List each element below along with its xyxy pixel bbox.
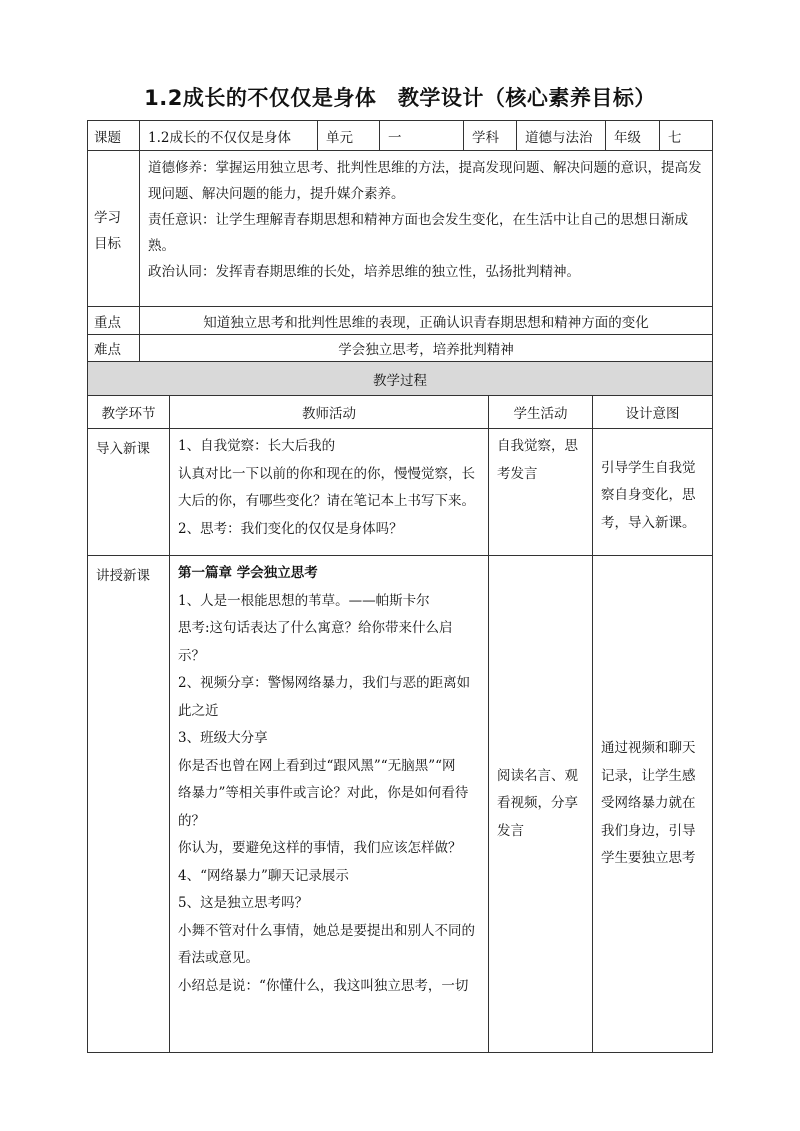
- teacher-line: 思考:这句话表达了什么寓意？给你带来什么启: [178, 620, 453, 636]
- difficulty-label: 难点: [88, 335, 140, 362]
- teacher-line: 1、人是一根能思想的苇草。——帕斯卡尔: [178, 592, 430, 609]
- unit-label: 单元: [318, 121, 380, 151]
- student-line: 考发言: [497, 465, 538, 482]
- page-title: 1.2成长的不仅仅是身体 教学设计（核心素养目标）: [144, 86, 656, 110]
- process-heading: 教学过程: [88, 362, 713, 396]
- subject-label: 学科: [464, 121, 517, 151]
- objectives-label-line2: 目标: [94, 235, 121, 252]
- topic-label: 课题: [88, 121, 140, 151]
- stage-cell: 导入新课: [88, 429, 170, 556]
- teacher-section-heading: 第一篇章 学会独立思考: [178, 565, 318, 581]
- intent-cell: [593, 556, 713, 1053]
- objective-item: 道德修养：掌握运用独立思考、批判性思维的方法，提高发现问题、解决问题的意识，提高发现问题、解决问题的能力，提升媒介素养。: [148, 160, 702, 202]
- intent-line: 学生要独立思考: [601, 850, 696, 867]
- teacher-line: 2、思考：我们变化的仅仅是身体吗？: [178, 520, 403, 537]
- teacher-line: 示？: [178, 647, 205, 664]
- intent-line: 受网络暴力就在: [601, 795, 696, 812]
- grade-label: 年级: [606, 121, 660, 151]
- table-row: [88, 429, 713, 556]
- teacher-line: 认真对比一下以前的你和现在的你，慢慢觉察，长: [178, 465, 475, 482]
- teacher-line: 看法或意见。: [178, 950, 259, 966]
- teacher-line: 此之近: [178, 702, 219, 719]
- teacher-line: 你是否也曾在网上看到过“跟风黑”“无脑黑”“网: [178, 757, 456, 774]
- student-line: 发言: [497, 822, 524, 839]
- teacher-line: 4、“网络暴力”聊天记录展示: [178, 867, 349, 884]
- objective-item: 政治认同：发挥青春期思维的长处，培养思维的独立性，弘扬批判精神。: [148, 264, 580, 280]
- column-header-intent: 设计意图: [593, 396, 713, 429]
- student-activity-cell: [489, 556, 593, 1053]
- teacher-line: 你认为，要避免这样的事情，我们应该怎样做？: [178, 840, 462, 856]
- difficulty-value: 学会独立思考，培养批判精神: [140, 335, 713, 362]
- teacher-line: 3、班级大分享: [178, 730, 268, 746]
- intent-line: 我们身边，引导: [601, 822, 696, 839]
- table-row: [88, 556, 713, 1053]
- student-activity-cell: [489, 429, 593, 556]
- teacher-line: 小绍总是说：“你懂什么，我这叫独立思考，一切: [178, 977, 469, 994]
- objective-item: 责任意识：让学生理解青春期思想和精神方面也会发生变化，在生活中让自己的思想日渐成熟。: [148, 212, 688, 254]
- teaching-process-table: [87, 361, 713, 1053]
- column-header-stage: 教学环节: [88, 396, 170, 429]
- topic-value: 1.2成长的不仅仅是身体: [140, 121, 318, 151]
- intent-line: 考，导入新课。: [601, 514, 696, 531]
- student-line: 看视频，分享: [497, 795, 578, 812]
- grade-value: 七: [660, 121, 713, 151]
- teacher-line: 大后的你，有哪些变化？请在笔记本上书写下来。: [178, 493, 475, 509]
- intent-cell: [593, 429, 713, 556]
- intent-line: 通过视频和聊天: [601, 740, 696, 757]
- key-point-value: 知道独立思考和批判性思维的表现，正确认识青春期思想和精神方面的变化: [140, 307, 713, 335]
- column-header-teacher: 教师活动: [170, 396, 489, 429]
- column-header-student: 学生活动: [489, 396, 593, 429]
- stage-cell: 讲授新课: [88, 556, 170, 1053]
- intent-line: 引导学生自我觉: [601, 459, 696, 476]
- objectives-label: [88, 151, 140, 307]
- subject-value: 道德与法治: [517, 121, 606, 151]
- teacher-activity-cell: [170, 429, 489, 556]
- objectives-content: [140, 151, 713, 307]
- teacher-line: 络暴力”等相关事件或言论？对此，你是如何看待: [178, 785, 469, 801]
- teacher-line: 2、视频分享：警惕网络暴力，我们与恶的距离如: [178, 675, 471, 691]
- student-line: 阅读名言、观: [497, 767, 578, 784]
- teacher-line: 的？: [178, 812, 205, 829]
- teacher-activity-cell: [170, 556, 489, 1053]
- intent-line: 察自身变化，思: [601, 487, 696, 504]
- unit-value: 一: [380, 121, 464, 151]
- intent-line: 记录，让学生感: [601, 767, 696, 784]
- teacher-line: 1、自我觉察：长大后我的: [178, 438, 336, 454]
- teacher-line: 小舞不管对什么事情，她总是要提出和别人不同的: [178, 922, 475, 939]
- key-point-label: 重点: [88, 307, 140, 335]
- teacher-line: 5、这是独立思考吗？: [178, 895, 309, 911]
- lesson-info-table: [87, 120, 713, 362]
- objectives-label-line1: 学习: [94, 209, 121, 226]
- student-line: 自我觉察，思: [497, 438, 578, 454]
